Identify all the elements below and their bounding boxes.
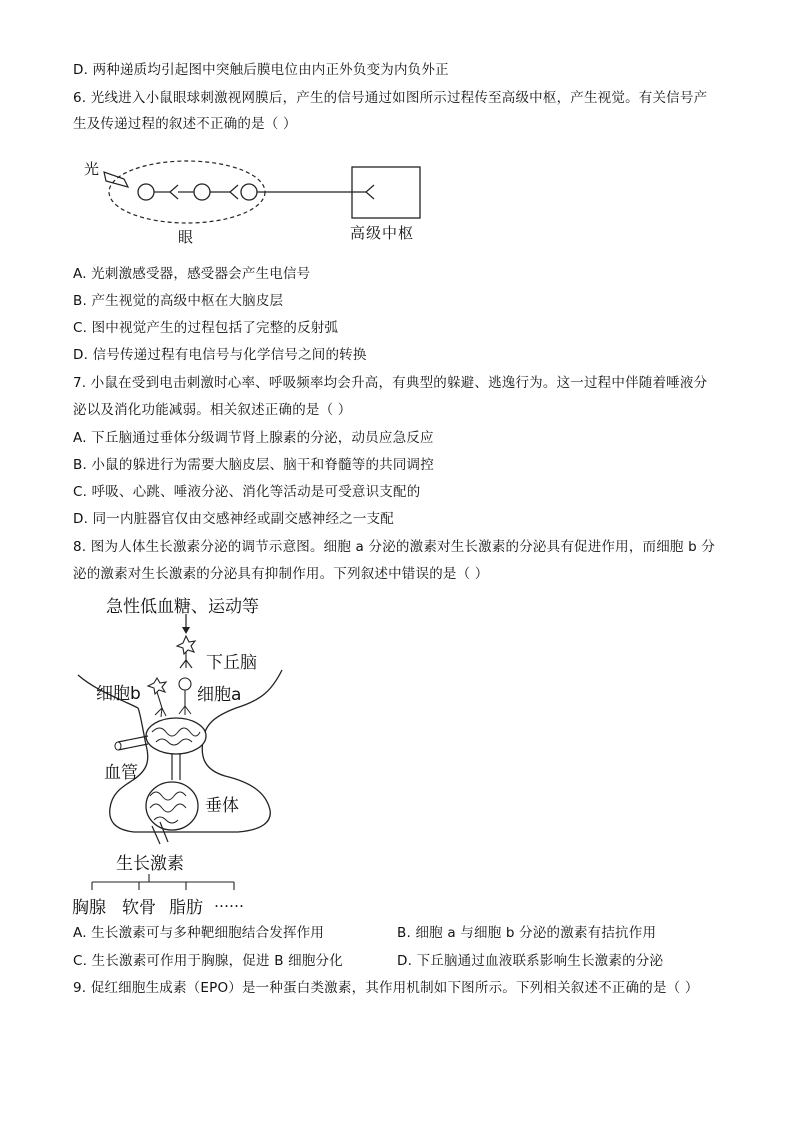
q5-option-d: D. 两种递质均引起图中突触后膜电位由内正外负变为内负外正: [73, 62, 449, 78]
eye-label: 眼: [178, 228, 194, 246]
stimulus-arrowhead-icon: [182, 627, 190, 634]
q7-stem-line2: 泌以及消化功能减弱。相关叙述正确的是（ ）: [73, 402, 352, 418]
q7-option-b: B. 小鼠的躲进行为需要大脑皮层、脑干和脊髓等的共同调控: [73, 457, 434, 473]
target-thymus: 胸腺: [72, 898, 106, 918]
q6-option-a: A. 光刺激感受器，感受器会产生电信号: [73, 266, 311, 282]
cell-a-body: [179, 678, 191, 690]
q8-stem-line2: 泌的激素对生长激素的分泌具有抑制作用。下列叙述中错误的是（ ）: [73, 566, 489, 582]
cell-b-body: [148, 678, 166, 694]
target-etc: ……: [214, 893, 244, 911]
stimulus-label: 急性低血糖、运动等: [106, 597, 259, 617]
target-cartilage: 软骨: [122, 898, 156, 918]
gh-label: 生长激素: [116, 854, 184, 874]
q7-stem-line1: 7. 小鼠在受到电击刺激时心率、呼吸频率均会升高，有典型的躲避、逃逸行为。这一过程中伴随着唾液分: [73, 375, 708, 391]
cell-a-label: 细胞a: [197, 685, 242, 705]
q8-stem-line1: 8. 图为人体生长激素分泌的调节示意图。细胞 a 分泌的激素对生长激素的分泌具有促进作用，而细胞 b 分: [73, 539, 716, 555]
upper-neuron-icon: [177, 636, 195, 654]
q8-option-a: A. 生长激素可与多种靶细胞结合发挥作用: [73, 925, 325, 941]
q8-option-d: D. 下丘脑通过血液联系影响生长激素的分泌: [397, 953, 664, 969]
q6-stem-line2: 生及传递过程的叙述不正确的是（ ）: [73, 116, 297, 132]
pituitary-label: 垂体: [205, 796, 239, 816]
q6-option-c: C. 图中视觉产生的过程包括了完整的反射弧: [73, 320, 339, 336]
q8-option-b: B. 细胞 a 与细胞 b 分泌的激素有拮抗作用: [397, 925, 657, 941]
vessel-label: 血管: [104, 763, 138, 783]
q9-stem-line1: 9. 促红细胞生成素（EPO）是一种蛋白类激素，其作用机制如下图所示。下列相关叙述不正确的是（ ）: [73, 980, 699, 996]
blood-vessel-in: [118, 736, 148, 750]
q7-option-d: D. 同一内脏器官仅由交感神经或副交感神经之一支配: [73, 511, 394, 527]
cell-b-label: 细胞b: [96, 684, 141, 704]
q6-option-b: B. 产生视觉的高级中枢在大脑皮层: [73, 293, 284, 309]
hypothalamus-label: 下丘脑: [206, 653, 257, 673]
q6-stem-line1: 6. 光线进入小鼠眼球刺激视网膜后，产生的信号通过如图所示过程传至高级中枢，产生视觉。有关信号产: [73, 90, 708, 106]
higher-center-label: 高级中枢: [350, 224, 415, 242]
q7-option-a: A. 下丘脑通过垂体分级调节肾上腺素的分泌，动员应急反应: [73, 430, 434, 446]
light-label: 光: [84, 160, 100, 178]
q8-option-c: C. 生长激素可作用于胸腺，促进 B 细胞分化: [73, 953, 343, 969]
q7-option-c: C. 呼吸、心跳、唾液分泌、消化等活动是可受意识支配的: [73, 484, 421, 500]
portal-vessel: [172, 754, 180, 780]
target-fat: 脂肪: [169, 898, 203, 918]
q6-option-d: D. 信号传递过程有电信号与化学信号之间的转换: [73, 347, 367, 363]
